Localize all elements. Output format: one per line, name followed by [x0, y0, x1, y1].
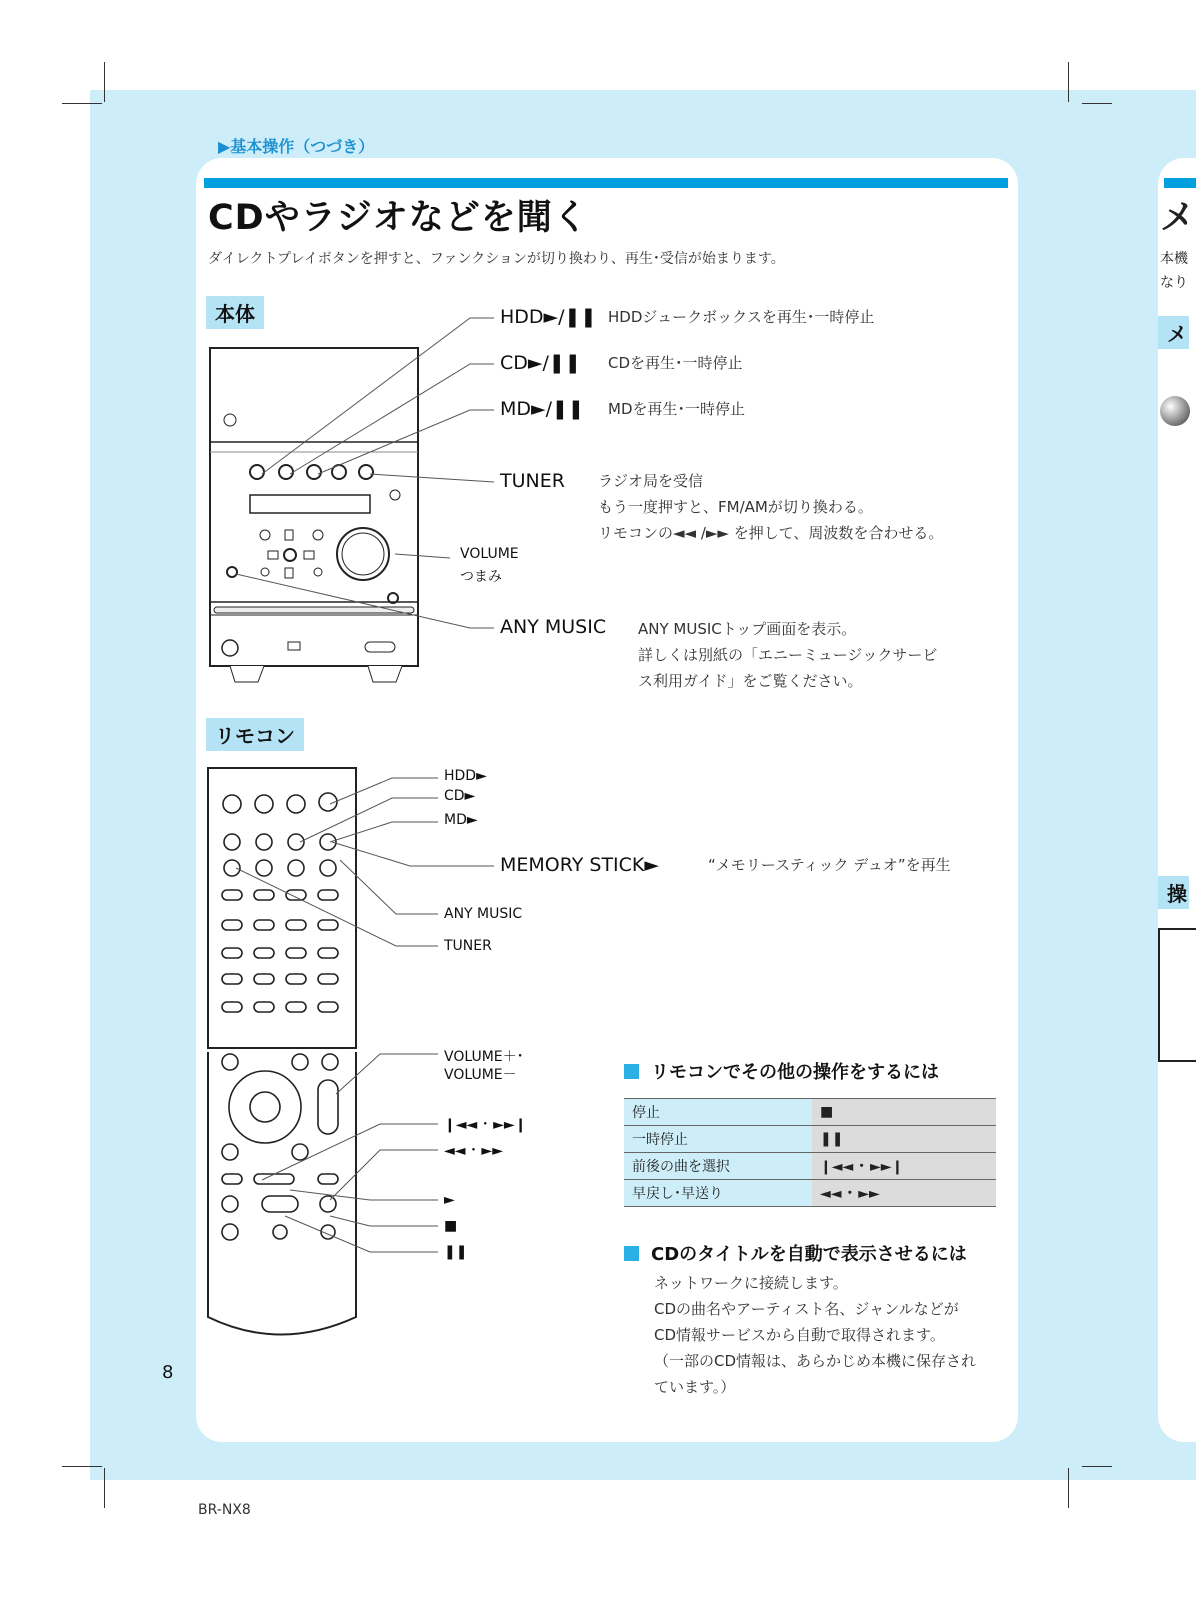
callout-any-music-desc1: ANY MUSICトップ画面を表示。: [638, 620, 857, 638]
op-name: 停止: [624, 1099, 812, 1126]
remote-callout-play: ►: [444, 1192, 455, 1208]
callout-any-music-desc2: 詳しくは別紙の「エニーミュージックサービ: [638, 646, 938, 664]
table-row: [624, 1099, 996, 1126]
callout-cd-desc: CDを再生･一時停止: [608, 354, 743, 372]
next-page-sec2: 操: [1158, 876, 1189, 909]
cd-title-line: CD情報サービスから自動で取得されます。: [654, 1326, 945, 1344]
table-row: [624, 1126, 996, 1153]
remote-callout-cd: CD►: [444, 788, 476, 804]
cd-title-heading-text: CDのタイトルを自動で表示させるには: [651, 1244, 967, 1265]
callout-md-desc: MDを再生･一時停止: [608, 400, 745, 418]
callout-any-music-desc3: ス利用ガイド」をご覧ください。: [638, 672, 863, 690]
remote-callout-search: ◄◄ ･ ►►: [444, 1143, 503, 1159]
remote-callout-memory-stick: MEMORY STICK►: [500, 854, 659, 876]
callout-any-music: ANY MUSIC: [500, 616, 607, 638]
other-ops-heading-text: リモコンでその他の操作をするには: [651, 1062, 939, 1083]
remote-heading: リモコン: [206, 718, 304, 751]
op-key: ❙◄◄ ･ ►►❙: [812, 1153, 996, 1180]
bullet-ball-icon: [1160, 396, 1190, 426]
next-page-remote-illustration: [1158, 928, 1196, 1062]
callout-tuner-desc1: ラジオ局を受信: [598, 472, 704, 490]
remote-callout-pause: ❚❚: [444, 1244, 468, 1260]
callout-volume-knob: つまみ: [460, 569, 502, 585]
next-page-title: メ: [1160, 198, 1196, 238]
remote-callout-stop: ■: [444, 1218, 458, 1234]
cd-title-heading: [624, 1240, 967, 1266]
remote-callout-md: MD►: [444, 812, 478, 828]
square-bullet-icon: [624, 1246, 639, 1261]
page-number: 8: [162, 1362, 174, 1383]
op-key: ❚❚: [812, 1126, 996, 1153]
cd-title-line: ています。）: [654, 1378, 736, 1396]
remote-callout-any-music: ANY MUSIC: [444, 906, 523, 922]
op-name: 一時停止: [624, 1126, 812, 1153]
remote-callout-hdd: HDD►: [444, 768, 487, 784]
cd-title-body: [654, 1270, 976, 1400]
op-name: 前後の曲を選択: [624, 1153, 812, 1180]
cd-title-line: CDの曲名やアーティスト名、ジャンルなどが: [654, 1300, 959, 1318]
table-row: [624, 1153, 996, 1180]
cd-title-line: ネットワークに接続します。: [654, 1274, 848, 1292]
remote-callout-memory-stick-desc: “メモリースティック デュオ”を再生: [708, 856, 951, 874]
next-page-sec1: メ: [1158, 316, 1189, 349]
intro-text: ダイレクトプレイボタンを押すと、ファンクションが切り換わり、再生･受信が始まります。: [208, 251, 785, 267]
breadcrumb: ▶基本操作（つづき）: [218, 137, 375, 156]
next-page-intro1: 本機: [1160, 251, 1188, 267]
model-number: BR-NX8: [198, 1502, 251, 1518]
next-page-intro2: なり: [1160, 275, 1188, 291]
main-unit-heading: 本体: [206, 296, 264, 329]
op-key: ■: [812, 1099, 996, 1126]
remote-callout-tuner: TUNER: [444, 938, 492, 954]
op-name: 早戻し･早送り: [624, 1180, 812, 1207]
callout-cd-play: CD►/❚❚: [500, 352, 581, 374]
callout-tuner: TUNER: [500, 470, 565, 492]
remote-callout-volume-down: VOLUME－: [444, 1067, 517, 1083]
callout-hdd-desc: HDDジュークボックスを再生･一時停止: [608, 308, 875, 326]
callout-tuner-desc3: リモコンの◄◄ /►► を押して、周波数を合わせる。: [598, 524, 944, 542]
callout-volume: VOLUME: [460, 546, 519, 562]
callout-hdd-play: HDD►/❚❚: [500, 306, 597, 328]
remote-callout-skip: ❙◄◄ ･ ►►❙: [444, 1117, 527, 1133]
page-title: CDやラジオなどを聞く: [208, 198, 589, 238]
callout-md-play: MD►/❚❚: [500, 398, 584, 420]
table-row: [624, 1180, 996, 1207]
other-ops-table: [624, 1098, 996, 1207]
remote-callout-volume-up: VOLUME＋･: [444, 1049, 524, 1065]
cd-title-line: （一部のCD情報は、あらかじめ本機に保存され: [654, 1352, 977, 1370]
callout-tuner-desc2: もう一度押すと、FM/AMが切り換わる。: [598, 498, 873, 516]
square-bullet-icon: [624, 1064, 639, 1079]
op-key: ◄◄ ･ ►►: [812, 1180, 996, 1207]
other-ops-heading: [624, 1058, 939, 1084]
